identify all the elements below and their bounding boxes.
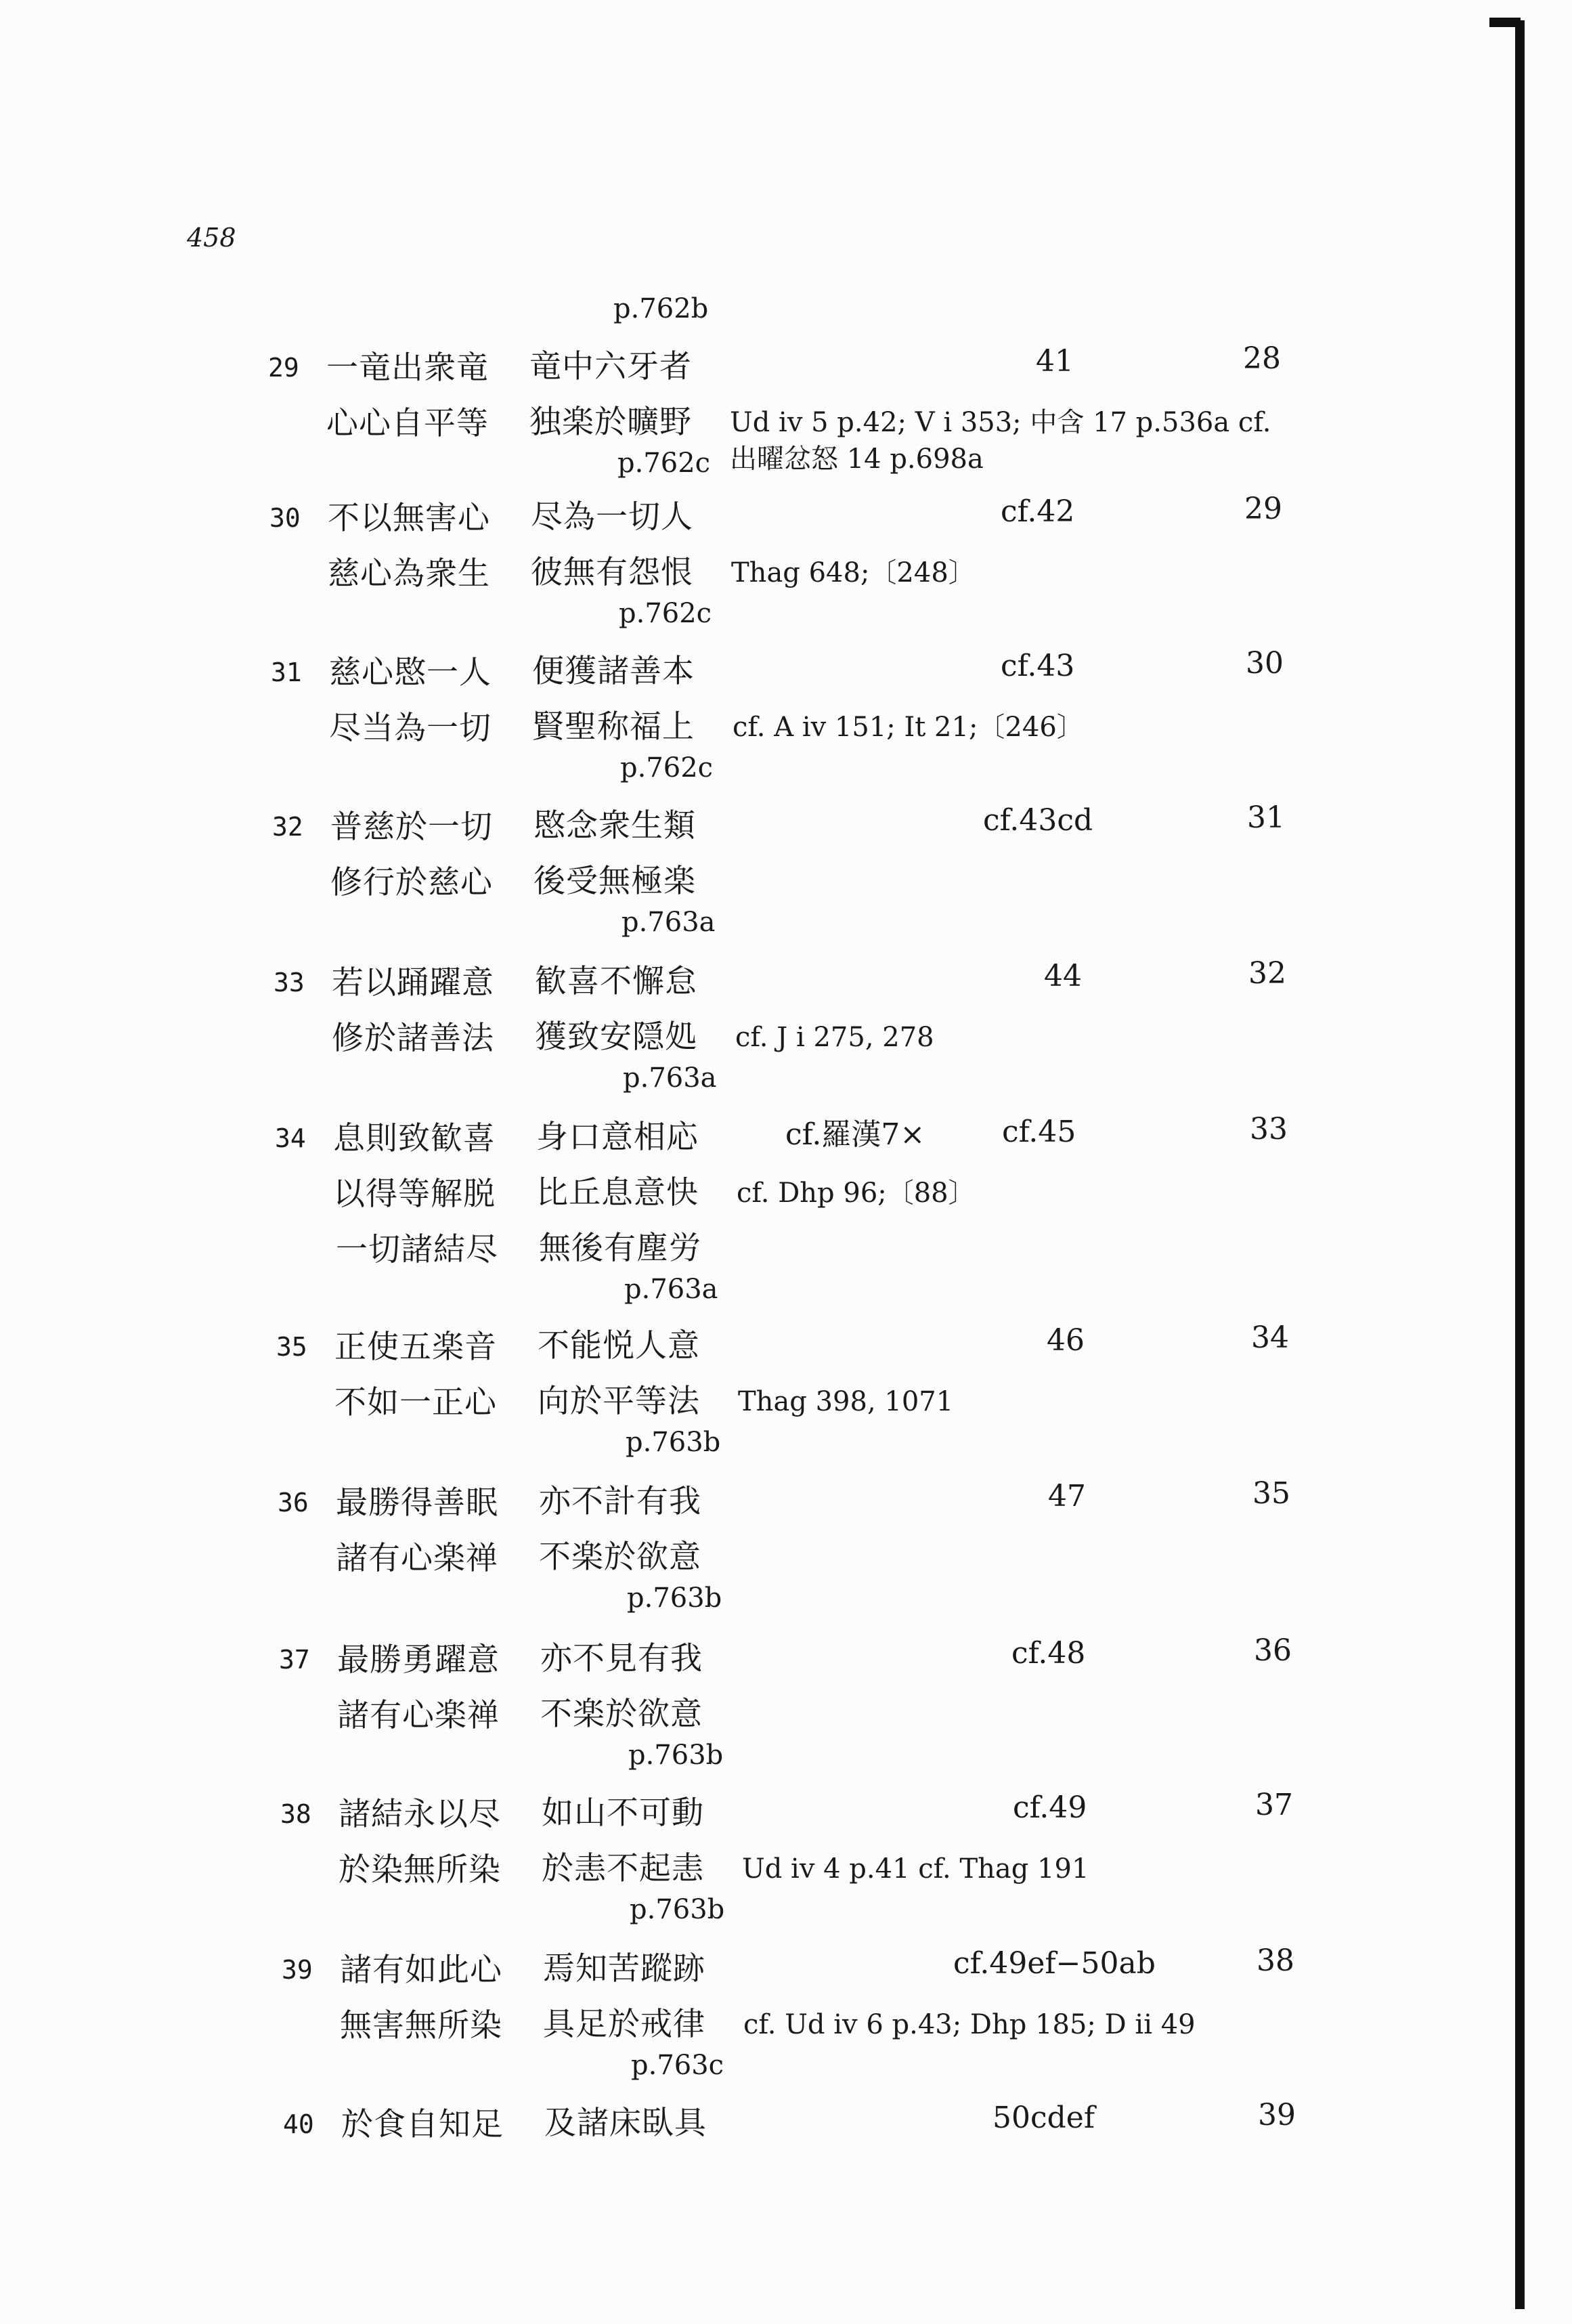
dhammapada-ref: cf.43 bbox=[1001, 649, 1075, 683]
verse-line-1b: 便獲諸善本 bbox=[532, 653, 695, 690]
verse-line-2a: 諸有心楽禅 bbox=[336, 1540, 498, 1577]
taisho-page-ref: p.763a bbox=[624, 1274, 718, 1305]
dhammapada-ref: cf.42 bbox=[1001, 494, 1075, 529]
taisho-page-ref: p.762c bbox=[619, 598, 712, 629]
verse-line-2a: 心心自平等 bbox=[326, 405, 489, 442]
verse-line-2a: 無害無所染 bbox=[340, 2007, 502, 2044]
verse-number: 30 bbox=[269, 503, 301, 533]
verse-line-1a: 諸結永以尽 bbox=[339, 1796, 501, 1833]
dhammapada-ref: cf.49ef−50ab bbox=[953, 1946, 1156, 1981]
verse-number: 29 bbox=[268, 353, 299, 383]
column-number: 33 bbox=[1250, 1112, 1288, 1146]
column-number: 31 bbox=[1247, 800, 1285, 835]
verse-number: 38 bbox=[280, 1799, 311, 1829]
verse-line-1b: 竜中六牙者 bbox=[529, 348, 692, 385]
verse-line-1a: 諸有如此心 bbox=[340, 1952, 502, 1989]
verse-line-1b: 歓喜不懈怠 bbox=[535, 963, 697, 1000]
taisho-page-ref: p.763a bbox=[621, 907, 716, 938]
verse-line-2a: 於染無所染 bbox=[339, 1851, 501, 1889]
verse-line-3a: 一切諸結尽 bbox=[336, 1231, 498, 1268]
taisho-page-ref: p.762c bbox=[617, 448, 711, 479]
verse-line-1b: 亦不見有我 bbox=[540, 1640, 703, 1677]
verse-line-1a: 息則致歓喜 bbox=[333, 1120, 496, 1157]
verse-line-1a: 一竜出衆竜 bbox=[326, 349, 489, 387]
taisho-page-ref: p.763b bbox=[626, 1427, 721, 1458]
parallel-refs: Ud iv 4 p.41 cf. Thag 191 bbox=[742, 1853, 1089, 1885]
verse-line-2a: 慈心為衆生 bbox=[328, 555, 490, 593]
verse-line-1b: 不能悦人意 bbox=[538, 1327, 700, 1364]
column-number: 35 bbox=[1252, 1476, 1290, 1511]
taisho-page-ref: p.763b bbox=[627, 1583, 722, 1614]
verse-line-2a: 尽当為一切 bbox=[329, 710, 492, 747]
verse-line-2b: 後受無極楽 bbox=[533, 863, 696, 900]
column-number: 37 bbox=[1255, 1788, 1293, 1822]
top-page-ref: p.762b bbox=[613, 293, 709, 324]
verse-line-2b: 不楽於欲意 bbox=[540, 1696, 703, 1733]
parallel-refs: Ud iv 5 p.42; V i 353; 中含 17 p.536a cf. bbox=[730, 407, 1271, 438]
parallel-refs: cf. J i 275, 278 bbox=[735, 1022, 934, 1053]
verse-line-1a: 於食自知足 bbox=[341, 2106, 504, 2143]
column-number: 36 bbox=[1254, 1633, 1292, 1668]
dhammapada-ref: 41 bbox=[1036, 344, 1074, 379]
verse-line-2a: 不如一正心 bbox=[334, 1384, 497, 1421]
verse-number: 37 bbox=[279, 1645, 310, 1675]
verse-number: 33 bbox=[274, 968, 305, 997]
verse-line-2b: 不楽於欲意 bbox=[539, 1538, 701, 1576]
dhammapada-ref: cf.49 bbox=[1013, 1790, 1087, 1825]
verse-number: 40 bbox=[283, 2109, 314, 2139]
dhammapada-ref: cf.48 bbox=[1011, 1636, 1086, 1671]
verse-line-2b: 獲致安隠処 bbox=[535, 1018, 697, 1056]
verse-number: 35 bbox=[276, 1332, 307, 1362]
column-number: 32 bbox=[1248, 956, 1286, 991]
binding-edge bbox=[1515, 20, 1525, 2309]
verse-line-2b: 彼無有怨恨 bbox=[531, 554, 693, 591]
taisho-page-ref: p.763b bbox=[630, 1894, 725, 1925]
verse-line-2b: 具足於戒律 bbox=[543, 2006, 705, 2043]
column-number: 34 bbox=[1251, 1320, 1289, 1355]
verse-number: 32 bbox=[272, 812, 303, 842]
dhammapada-ref: 47 bbox=[1048, 1479, 1086, 1513]
verse-line-3b: 無後有塵労 bbox=[539, 1230, 701, 1267]
verse-line-1b: 如山不可動 bbox=[542, 1794, 704, 1832]
verse-line-2b: 於恚不起恚 bbox=[542, 1850, 704, 1887]
dhammapada-ref: cf.43cd bbox=[983, 803, 1093, 838]
dhammapada-ref: 46 bbox=[1047, 1323, 1085, 1358]
verse-line-2b: 賢聖称福上 bbox=[532, 708, 695, 746]
taisho-page-ref: p.763c bbox=[631, 2050, 724, 2081]
parallel-refs: Thag 648;〔248〕 bbox=[731, 557, 976, 588]
verse-line-1a: 若以踊躍意 bbox=[332, 964, 494, 1002]
dhammapada-ref: 44 bbox=[1044, 959, 1082, 993]
verse-number: 34 bbox=[275, 1123, 306, 1153]
verse-line-2b: 比丘息意快 bbox=[536, 1174, 699, 1211]
column-number: 38 bbox=[1257, 1943, 1294, 1978]
page-number: 458 bbox=[187, 223, 236, 253]
verse-number: 31 bbox=[271, 658, 302, 687]
verse-line-1b: 身口意相応 bbox=[536, 1119, 699, 1156]
verse-line-1b: 焉知苦蹤跡 bbox=[543, 1950, 705, 1987]
verse-line-1a: 最勝得善眠 bbox=[336, 1484, 498, 1522]
parallel-refs-cont: 出曜忿怒 14 p.698a bbox=[730, 444, 984, 475]
parallel-refs: Thag 398, 1071 bbox=[738, 1386, 954, 1417]
verse-line-1b: 愍念衆生類 bbox=[533, 807, 696, 844]
verse-line-1a: 普慈於一切 bbox=[330, 809, 493, 846]
parallel-refs: cf. A iv 151; It 21;〔246〕 bbox=[733, 712, 1084, 743]
parallel-refs: cf. Dhp 96;〔88〕 bbox=[737, 1178, 976, 1209]
dhammapada-ref: cf.45 bbox=[1002, 1115, 1076, 1149]
verse-line-2a: 修於諸善法 bbox=[332, 1020, 494, 1057]
taisho-page-ref: p.763b bbox=[628, 1740, 724, 1771]
verse-line-1a: 正使五楽音 bbox=[334, 1329, 497, 1366]
column-number: 29 bbox=[1244, 492, 1282, 526]
verse-line-2b: 向於平等法 bbox=[538, 1383, 700, 1420]
parallel-note: cf.羅漢7× bbox=[785, 1117, 925, 1152]
verse-line-2a: 以得等解脱 bbox=[333, 1176, 496, 1213]
taisho-page-ref: p.763a bbox=[623, 1062, 717, 1094]
verse-line-1b: 亦不計有我 bbox=[539, 1483, 701, 1520]
column-number: 28 bbox=[1243, 341, 1281, 376]
dhammapada-ref: 50cdef bbox=[992, 2101, 1095, 2135]
column-number: 39 bbox=[1258, 2098, 1296, 2132]
verse-line-1b: 及諸床臥具 bbox=[544, 2105, 707, 2142]
verse-line-2a: 修行於慈心 bbox=[330, 864, 493, 901]
verse-number: 36 bbox=[278, 1488, 309, 1518]
verse-line-2b: 独楽於曠野 bbox=[529, 404, 692, 441]
taisho-page-ref: p.762c bbox=[620, 752, 714, 783]
column-number: 30 bbox=[1246, 646, 1284, 681]
verse-line-1a: 不以無害心 bbox=[328, 500, 490, 537]
verse-line-1a: 最勝勇躍意 bbox=[337, 1641, 500, 1679]
verse-line-2a: 諸有心楽禅 bbox=[337, 1697, 500, 1734]
verse-line-1b: 尽為一切人 bbox=[531, 498, 693, 536]
verse-number: 39 bbox=[282, 1955, 313, 1985]
verse-line-1a: 慈心愍一人 bbox=[329, 654, 492, 691]
parallel-refs: cf. Ud iv 6 p.43; Dhp 185; D ii 49 bbox=[743, 2009, 1196, 2040]
